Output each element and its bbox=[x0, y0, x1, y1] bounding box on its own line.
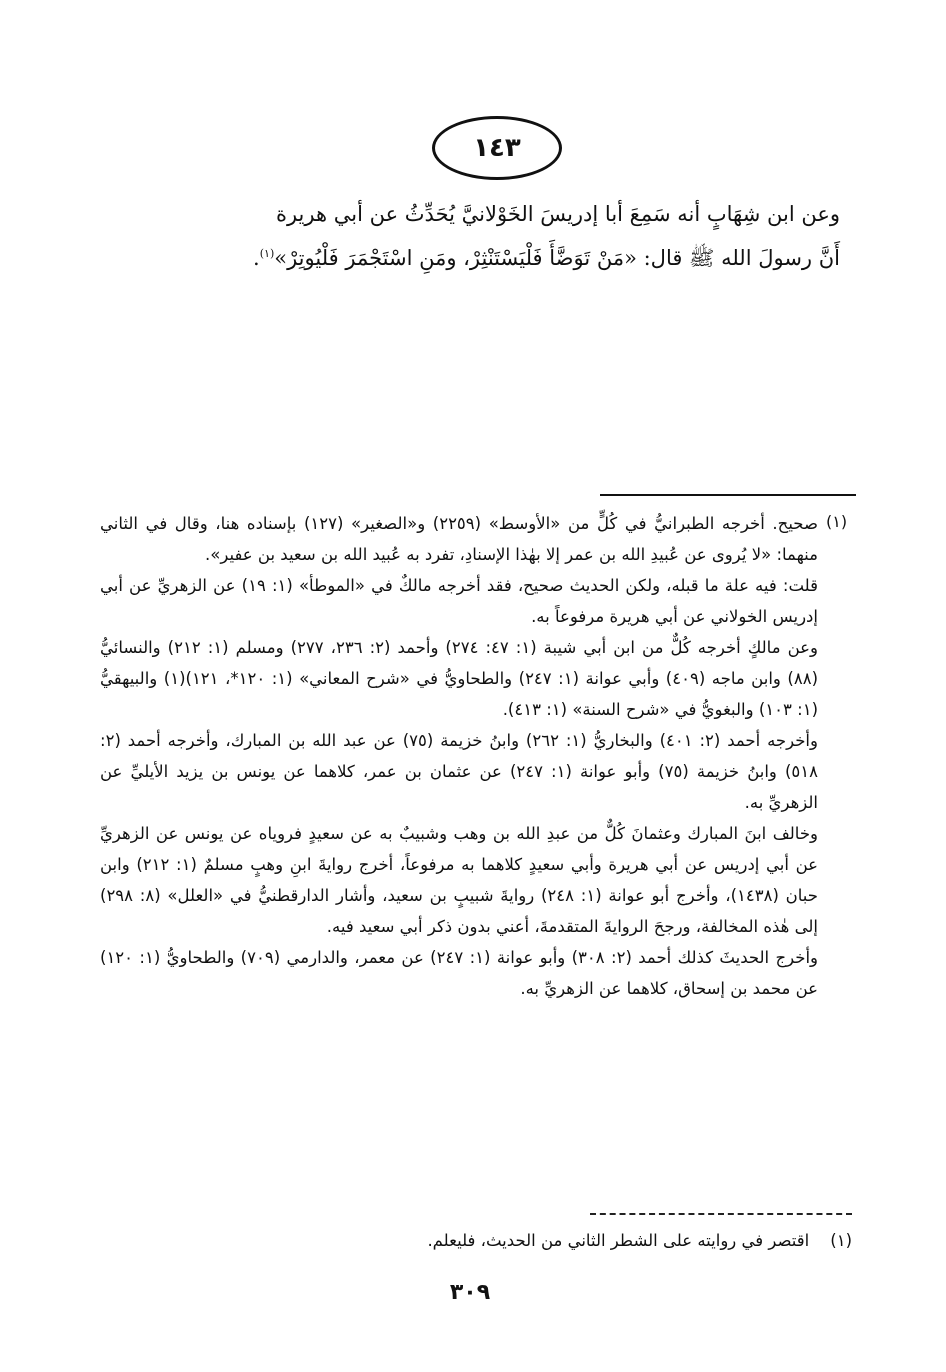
subnote-number: (١) bbox=[830, 1231, 852, 1250]
subnote bbox=[300, 1226, 852, 1256]
hadith-number-badge bbox=[432, 116, 562, 180]
hadith-number: ١٤٣ bbox=[473, 133, 521, 163]
footnote-body bbox=[100, 508, 818, 1004]
footnote-marker: (١) bbox=[259, 247, 275, 260]
footnote-paragraph: وأخرج الحديثَ كذلك أحمد (٢: ٣٠٨) وأبو عوانة (١: ٢٤٧) عن معمر، والدارمي (٧٠٩) والطحاويُّ (١: ١٢٠) عن محمد بن إسحاق، كلاهما عن الزهريِّ به. bbox=[100, 948, 819, 998]
footnote-paragraph: قلت: فيه علة ما قبله، ولكن الحديث صحيح، فقد أخرجه مالكٌ في «الموطأ» (١: ١٩) عن الزهريِّ عن أبي إدريس الخولاني عن أبي هريرة مرفوعاً به. bbox=[100, 576, 819, 626]
footnote-paragraph: صحيح. أخرجه الطبرانيُّ في كُلٍّ من «الأوسط» (٢٢٥٩) و«الصغير» (١٢٧) بإسناده هنا، وقال في الثاني منهما: «لا يُروى عن عُبيدِ الله بن عمر إلا بهٰذا الإسنادِ، تفرد به عُبيد الله بن سعيد بن عفير». bbox=[100, 514, 818, 564]
hadith-text bbox=[100, 194, 840, 278]
page-number: ٣٠٩ bbox=[449, 1280, 491, 1305]
footnote-number: (١) bbox=[826, 512, 848, 531]
subnote-text: اقتصر في روايته على الشطر الثاني من الحديث، فليعلم. bbox=[427, 1231, 810, 1250]
footnote-separator bbox=[600, 494, 856, 496]
hadith-line-2: أَنَّ رسولَ الله ﷺ قال: «مَنْ تَوَضَّأَ فَلْيَسْتَنْثِرْ، ومَنِ اسْتَجْمَرَ فَلْيُوتِرْ»$^{(١)}$. bbox=[253, 246, 840, 270]
hadith-line-1: وعن ابن شِهَابٍ أنه سَمِعَ أبا إدريسَ الخَوْلانيَّ يُحَدِّثُ عن أبي هريرة bbox=[275, 202, 840, 226]
footnote-paragraph: وعن مالكٍ أخرجه كُلٌّ من ابن أبي شيبة (١: ٤٧: ٢٧٤) وأحمد (٢: ٢٣٦، ٢٧٧) ومسلم (١: ٢١٢) والنسائيُّ (٨٨) وابن ماجه (٤٠٩) وأبي عوانة (١: ٢٤٧) والطحاويُّ في «شرح المعاني» (١: ١٢٠*، ١٢١)(١) والبيهقيُّ (١: ١٠٣) والبغويُّ في «شرح السنة» (١: ٤١٣). bbox=[100, 638, 818, 719]
footnote-paragraph: وخالف ابنَ المبارك وعثمانَ كُلٌّ من عبدِ الله بن وهب وشبيبٌ به عن سعيدٍ فروياه عن يونس عن الزهريِّ عن أبي إدريس عن أبي هريرة وأبي سعيدٍ كلاهما به مرفوعاً، أخرج روايةَ ابنِ وهبٍ مسلمٌ (١: ٢١٢) وابن حبان (١٤٣٨)، وأخرج أبو عوانة (١: ٢٤٨) روايةَ شبيبٍ بن سعيد، وأشار الدارقطنيُّ في «العلل» (٨: ٢٩٨) إلى هٰذه المخالفة، ورجحَ الروايةَ المتقدمةَ، أعني بدون ذكر أبي سعيد فيه. bbox=[100, 824, 819, 936]
subnote-separator bbox=[590, 1213, 852, 1215]
footnote-paragraph: وأخرجه أحمد (٢: ٤٠١) والبخاريُّ (١: ٢٦٢) وابنُ خزيمة (٧٥) عن عبد الله بن المبارك، وأخرجه أحمد (٢: ٥١٨) وابنُ خزيمة (٧٥) وأبو عوانة (١: ٢٤٧) عن عثمان بن عمر، كلاهما عن يونس بن يزيد الأيليِّ عن الزهريِّ به. bbox=[100, 731, 818, 812]
